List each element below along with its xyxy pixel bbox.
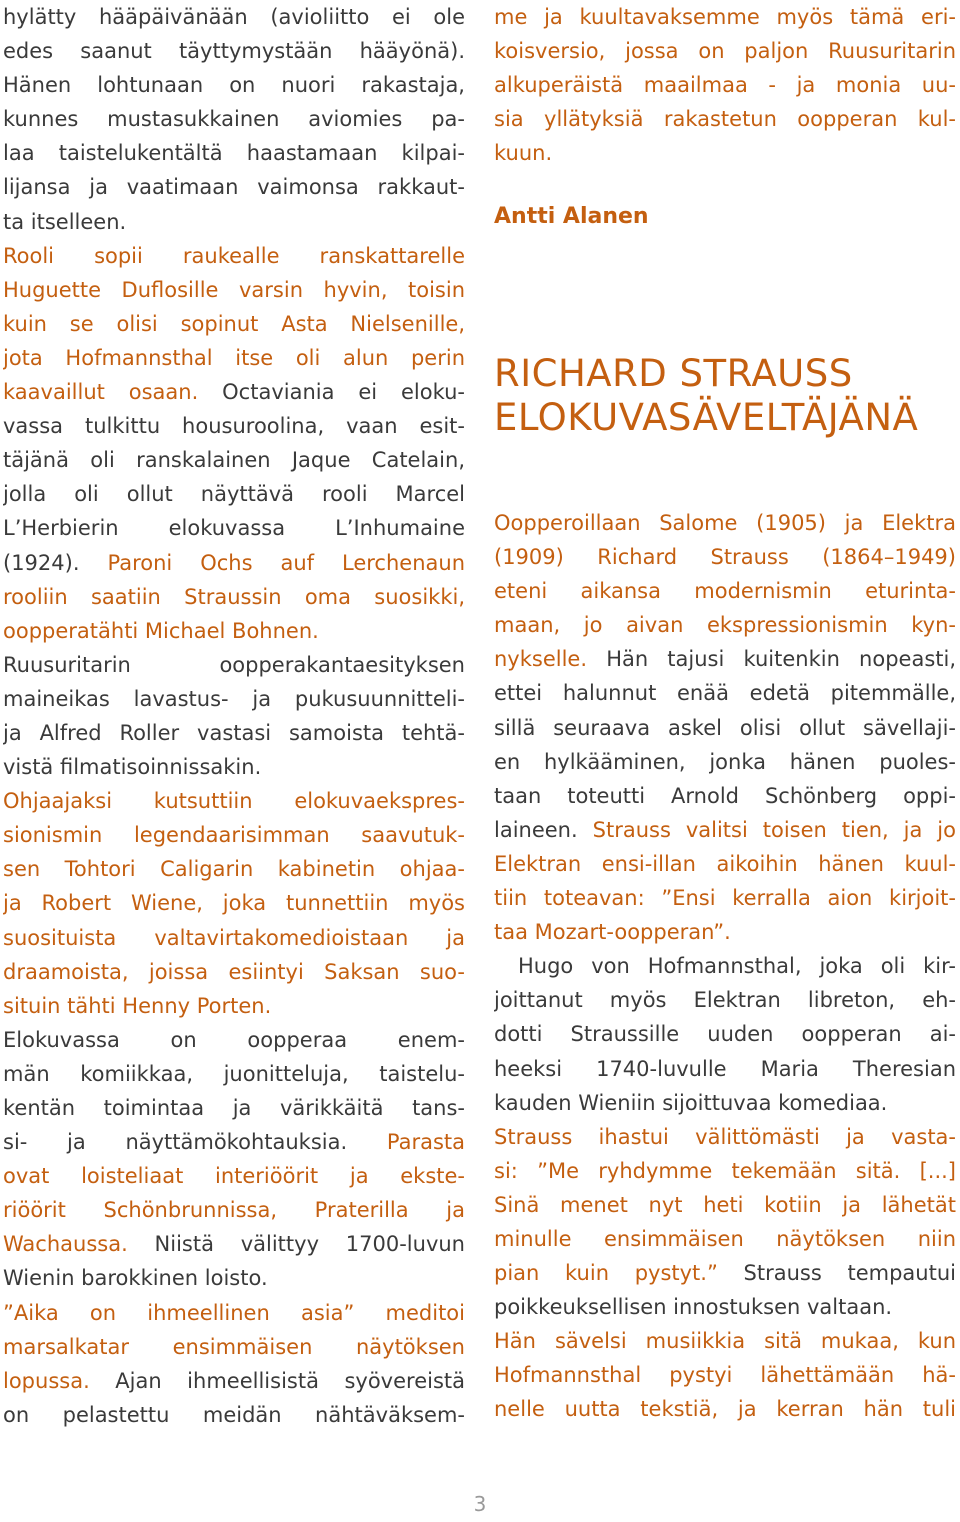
text-segment: nelle uutta tekstiä, ja kerran hän tuli	[494, 1397, 956, 1422]
text-line	[3, 1398, 465, 1432]
text-line	[494, 983, 956, 1017]
text-line	[494, 642, 956, 676]
author-name: Antti Alanen	[494, 204, 649, 229]
right-column-body	[494, 506, 956, 1427]
text-line	[494, 711, 956, 745]
text-segment: kuun.	[494, 141, 553, 166]
left-column-text	[3, 0, 465, 1432]
text-segment: L’Herbierin elokuvassa L’Inhumaine	[3, 516, 465, 541]
text-segment: en hylkääminen, jonka hänen puoles-	[494, 749, 956, 774]
text-segment: Strauss valitsi toisen tien, ja jo	[592, 817, 956, 842]
text-segment: laa taistelukentältä haastamaan kilpai-	[3, 141, 465, 166]
text-segment: si- ja näyttämökohtauksia.	[3, 1130, 348, 1155]
text-segment: joittanut myös Elektran libreton, eh-	[494, 988, 956, 1013]
text-segment: draamoista, joissa esiintyi Saksan suo-	[3, 959, 465, 984]
text-line	[3, 205, 465, 239]
text-segment: ovat loisteliaat interiöörit ja ekste-	[3, 1164, 465, 1189]
text-line	[494, 574, 956, 608]
text-line	[3, 443, 465, 477]
text-segment: Ohjaajaksi kutsuttiin elokuvaekspres-	[3, 789, 465, 814]
left-column	[3, 0, 465, 1432]
text-segment: Niistä välittyy 1700-luvun	[154, 1232, 465, 1257]
section-heading	[494, 352, 918, 440]
text-segment: (1924).	[3, 550, 80, 575]
text-line	[3, 239, 465, 273]
text-line	[494, 1086, 956, 1120]
text-line	[3, 1023, 465, 1057]
text-segment: sen Tohtori Caligarin kabinetin ohjaa-	[3, 857, 465, 882]
text-segment: Huguette Duflosille varsin hyvin, toisin	[3, 277, 465, 302]
text-segment: män komiikkaa, juonitteluja, taistelu-	[3, 1061, 465, 1086]
text-segment: kunnes mustasukkainen aviomies pa-	[3, 107, 465, 132]
text-segment: koisversio, jossa on paljon Ruusuritarin	[494, 39, 956, 64]
text-line	[3, 170, 465, 204]
text-segment: Hän tajusi kuitenkin nopeasti,	[606, 647, 956, 672]
text-line	[3, 852, 465, 886]
text-line	[494, 676, 956, 710]
text-line	[3, 68, 465, 102]
text-line	[3, 614, 465, 648]
text-line	[3, 1227, 465, 1261]
text-line	[494, 1222, 956, 1256]
text-segment: sillä seuraava askel olisi ollut sävellaji-	[494, 715, 956, 740]
text-line	[3, 1193, 465, 1227]
text-segment: pian kuin pystyt.”	[494, 1261, 718, 1286]
text-segment: jota Hofmannsthal itse oli alun perin	[3, 345, 465, 370]
text-segment: lopussa.	[3, 1368, 90, 1393]
text-line	[494, 1188, 956, 1222]
text-line	[3, 546, 465, 580]
text-segment: me ja kuultavaksemme myös tämä eri-	[494, 5, 956, 29]
text-line	[3, 989, 465, 1023]
text-segment: Parasta	[386, 1130, 465, 1155]
text-segment: ta itselleen.	[3, 209, 127, 234]
text-line	[3, 1159, 465, 1193]
text-segment: Wienin barokkinen loisto.	[3, 1266, 268, 1291]
text-line	[494, 34, 956, 68]
text-line	[3, 1125, 465, 1159]
text-segment: Oopperoillaan Salome (1905) ja Elektra	[494, 511, 956, 535]
text-line	[494, 745, 956, 779]
text-line	[3, 716, 465, 750]
text-segment: maineikas lavastus- ja pukusuunnitteli-	[3, 686, 465, 711]
text-line	[3, 511, 465, 545]
text-segment: suosituista valtavirtakomedioistaan ja	[3, 925, 465, 950]
text-line	[494, 813, 956, 847]
text-line	[3, 784, 465, 818]
text-segment: ja Robert Wiene, joka tunnettiin myös	[3, 891, 465, 916]
section-heading-line-2: ELOKUVASÄVELTÄJÄNÄ	[494, 396, 919, 439]
text-segment: kaavaillut osaan.	[3, 380, 199, 405]
text-segment: laineen.	[494, 817, 578, 842]
text-segment: Elokuvassa on oopperaa enem-	[3, 1027, 465, 1052]
section-heading-line-1: RICHARD STRAUSS	[494, 352, 853, 395]
text-segment: heeksi 1740-luvulle Maria Theresian	[494, 1056, 956, 1081]
text-segment: situin tähti Henny Porten.	[3, 993, 272, 1018]
text-line	[3, 341, 465, 375]
text-segment: ettei halunnut enää edetä pitemmälle,	[494, 681, 956, 706]
text-line	[3, 818, 465, 852]
text-line	[494, 881, 956, 915]
text-line	[494, 949, 956, 983]
text-segment: si: ”Me ryhdymme tekemään sitä. [...]	[494, 1158, 956, 1183]
text-line	[494, 1154, 956, 1188]
text-line	[3, 1364, 465, 1398]
text-segment: Hugo von Hofmannsthal, joka oli kir-	[518, 954, 956, 979]
text-segment: poikkeuksellisen innostuksen valtaan.	[494, 1295, 893, 1320]
text-segment: edes saanut täyttymystään hääyönä).	[3, 39, 465, 64]
text-segment: hylätty hääpäivänään (avioliitto ei ole	[3, 5, 465, 29]
text-line	[3, 1296, 465, 1330]
text-segment: Hofmannsthal pystyi lähettämään hä-	[494, 1363, 956, 1388]
text-segment: Hän sävelsi musiikkia sitä mukaa, kun	[494, 1329, 956, 1354]
text-segment: dotti Straussille uuden oopperan ai-	[494, 1022, 956, 1047]
text-segment: Paroni Ochs auf Lerchenaun	[107, 550, 465, 575]
text-line	[494, 68, 956, 102]
text-segment: Octaviania ei eloku-	[222, 380, 465, 405]
text-line	[494, 136, 956, 170]
text-segment: vassa tulkittu housuroolina, vaan esit-	[3, 414, 465, 439]
text-segment: Elektran ensi-illan aikoihin hänen kuul-	[494, 851, 956, 876]
text-segment: kauden Wieniin sijoittuvaa komediaa.	[494, 1090, 888, 1115]
text-line	[494, 847, 956, 881]
text-segment: Hänen lohtunaan on nuori rakastaja,	[3, 73, 465, 98]
text-line	[494, 1290, 956, 1324]
text-segment: Wachaussa.	[3, 1232, 128, 1257]
text-segment: (1909) Richard Strauss (1864–1949)	[494, 545, 956, 570]
text-segment: alkuperäistä maailmaa - ja monia uu-	[494, 73, 956, 98]
text-line	[3, 477, 465, 511]
text-line	[494, 1358, 956, 1392]
text-segment: vistä filmatisoinnissakin.	[3, 755, 262, 780]
text-line	[494, 1392, 956, 1426]
text-line	[3, 921, 465, 955]
text-line	[494, 1120, 956, 1154]
text-segment: kentän toimintaa ja värikkäitä tans-	[3, 1096, 465, 1120]
text-line	[494, 608, 956, 642]
text-segment: eteni aikansa modernismin eturinta-	[494, 579, 956, 604]
text-line	[494, 1324, 956, 1358]
text-line	[3, 102, 465, 136]
text-segment: marsalkatar ensimmäisen näytöksen	[3, 1334, 465, 1359]
right-column-top-text	[494, 0, 956, 170]
text-line	[494, 1256, 956, 1290]
text-line	[3, 375, 465, 409]
text-segment: nykselle.	[494, 647, 588, 672]
text-line	[3, 648, 465, 682]
text-segment: Ruusuritarin oopperakantaesityksen	[3, 652, 465, 677]
text-line	[494, 779, 956, 813]
text-segment: sionismin legendaarisimman saavutuk-	[3, 823, 465, 848]
text-segment: Sinä menet nyt heti kotiin ja lähetät	[494, 1192, 956, 1217]
text-segment: taa Mozart-oopperan”.	[494, 920, 731, 945]
text-segment: Ajan ihmeellisistä syövereistä	[115, 1368, 465, 1393]
text-line	[3, 682, 465, 716]
text-line	[3, 34, 465, 68]
text-line	[494, 915, 956, 949]
text-segment: oopperatähti Michael Bohnen.	[3, 618, 319, 643]
page-number: 3	[473, 1492, 487, 1516]
text-line	[3, 273, 465, 307]
text-line	[494, 1017, 956, 1051]
text-segment: Strauss tempautui	[743, 1261, 956, 1286]
text-segment: ”Aika on ihmeellinen asia” meditoi	[3, 1300, 465, 1325]
text-segment: maan, jo aivan ekspressionismin kyn-	[494, 613, 956, 638]
text-segment: minulle ensimmäisen näytöksen niin	[494, 1226, 956, 1251]
text-line	[3, 1261, 465, 1295]
text-line	[494, 1052, 956, 1086]
text-segment: taan toteutti Arnold Schönberg oppi-	[494, 783, 956, 808]
text-segment: täjänä oli ranskalainen Jaque Catelain,	[3, 448, 465, 473]
text-segment: rooliin saatiin Straussin oma suosikki,	[3, 584, 465, 609]
text-line	[3, 1091, 465, 1125]
text-segment: Rooli sopii raukealle ranskattarelle	[3, 243, 465, 268]
text-segment: lijansa ja vaatimaan vaimonsa rakkaut-	[3, 175, 465, 200]
text-line	[3, 955, 465, 989]
text-segment: kuin se olisi sopinut Asta Nielsenille,	[3, 311, 465, 336]
right-column-body-text	[494, 506, 956, 1427]
text-line	[3, 750, 465, 784]
text-line	[3, 136, 465, 170]
text-line	[494, 0, 956, 34]
text-segment: jolla oli ollut näyttävä rooli Marcel	[3, 482, 465, 507]
text-line	[3, 1057, 465, 1091]
text-line	[3, 409, 465, 443]
text-line	[3, 1330, 465, 1364]
text-segment: tiin toteavan: ”Ensi kerralla aion kirjoit-	[494, 886, 956, 911]
text-line	[494, 540, 956, 574]
text-line	[3, 307, 465, 341]
text-line	[494, 102, 956, 136]
text-segment: riöörit Schönbrunnissa, Praterilla ja	[3, 1198, 465, 1223]
text-segment: sia yllätyksiä rakastetun oopperan kul-	[494, 107, 956, 132]
text-line	[3, 0, 465, 34]
text-line	[3, 580, 465, 614]
text-segment: ja Alfred Roller vastasi samoista tehtä-	[3, 720, 465, 745]
text-line	[3, 886, 465, 920]
text-segment: Strauss ihastui välittömästi ja vasta-	[494, 1124, 956, 1149]
text-line	[494, 506, 956, 540]
right-column-top	[494, 0, 956, 170]
text-segment: on pelastettu meidän nähtäväksem-	[3, 1402, 465, 1427]
